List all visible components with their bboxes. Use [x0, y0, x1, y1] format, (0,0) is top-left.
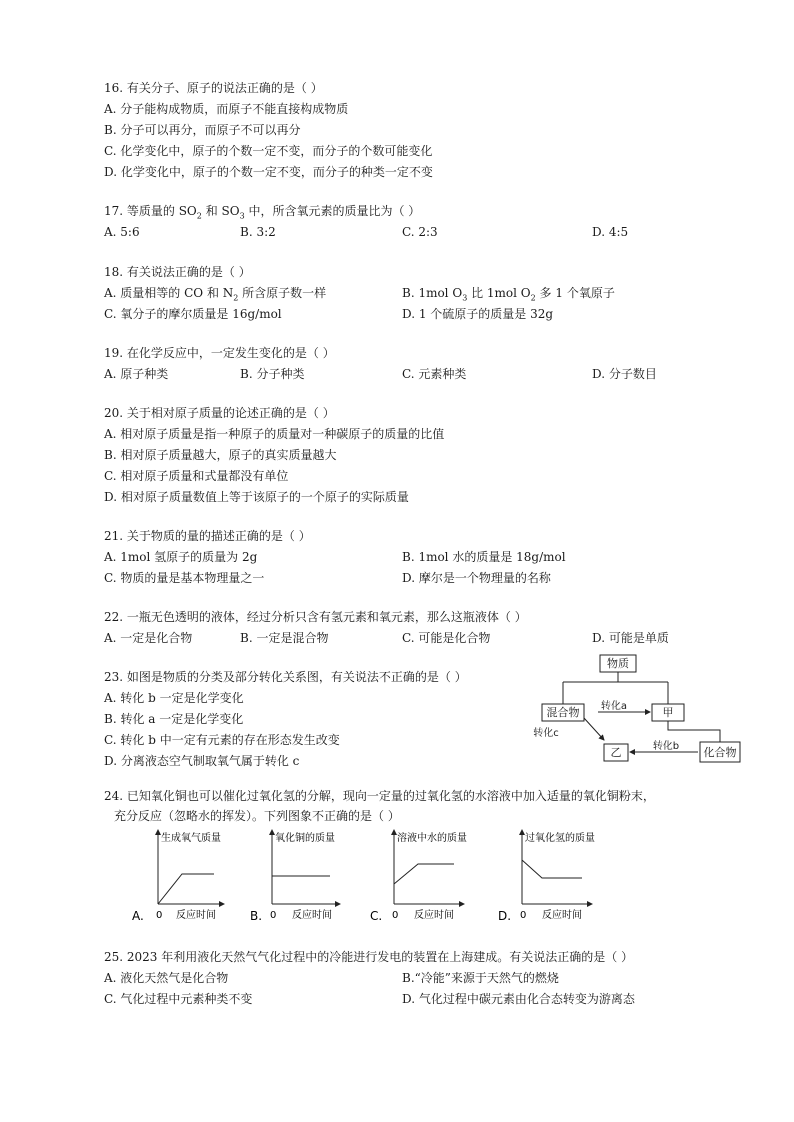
q19-option-b: B. 分子种类 — [240, 367, 305, 381]
q23-option-c: C. 转化 b 中一定有元素的存在形态发生改变 — [104, 733, 340, 747]
q18-option-b: B. 1mol $O_3$ 比 1mol $O_2$ 多 1 个氧原子 — [402, 286, 615, 303]
q18-option-c: C. 氧分子的摩尔质量是 16g/mol — [104, 307, 282, 321]
q16-option-a: A. 分子能构成物质，而原子不能直接构成物质 — [104, 102, 349, 116]
label-conv-b: 转化b — [652, 741, 680, 752]
graph-a-ylabel: 生成氧气质量 — [161, 833, 221, 844]
q19-stem: 19. 在化学反应中，一定发生变化的是（ ） — [104, 346, 335, 360]
q17-option-c: C. 2:3 — [402, 225, 438, 239]
q20-option-c: C. 相对原子质量和式量都没有单位 — [104, 469, 289, 483]
q25-option-d: D. 气化过程中碳元素由化合态转变为游离态 — [402, 992, 635, 1006]
q18-option-d: D. 1 个硫原子的质量是 32g — [402, 307, 554, 321]
arrow-conv-c — [584, 718, 604, 740]
q18-stem: 18. 有关说法正确的是（ ） — [104, 265, 251, 279]
label-conv-a: 转化a — [600, 701, 628, 712]
graph-c-origin: 0 — [392, 910, 399, 921]
q23-option-a: A. 转化 b 一定是化学变化 — [104, 691, 244, 705]
graph-c-ylabel: 溶液中水的质量 — [397, 833, 467, 844]
q16-stem: 16. 有关分子、原子的说法正确的是（ ） — [104, 81, 323, 95]
q19-option-c: C. 元素种类 — [402, 367, 467, 381]
label-mixture: 混合物 — [546, 706, 580, 719]
q25-option-c: C. 气化过程中元素种类不变 — [104, 992, 253, 1006]
graph-d-ylabel: 过氧化氢的质量 — [525, 833, 595, 844]
q22-option-d: D. 可能是单质 — [592, 631, 669, 645]
q23-option-b: B. 转化 a 一定是化学变化 — [104, 712, 244, 726]
graph-b-xlabel: 反应时间 — [292, 910, 332, 921]
q17-option-d: D. 4:5 — [592, 225, 629, 239]
q19-option-d: D. 分子数目 — [592, 367, 657, 381]
tree-lines — [563, 672, 720, 742]
q18-option-a: A. 质量相等的 CO 和 $N_2$ 所含原子数一样 — [104, 286, 327, 303]
q20-option-b: B. 相对原子质量越大，原子的真实质量越大 — [104, 448, 337, 462]
q16-option-c: C. 化学变化中，原子的个数一定不变，而分子的个数可能变化 — [104, 144, 433, 158]
graph-a-curve — [158, 874, 214, 904]
q17-option-a: A. 5:6 — [104, 225, 140, 239]
q21-option-d: D. 摩尔是一个物理量的名称 — [402, 571, 551, 585]
graph-c-curve — [394, 864, 454, 884]
graph-d-origin: 0 — [520, 910, 527, 921]
q25-option-b: B.“冷能”来源于天然气的燃烧 — [402, 971, 559, 985]
q22-option-b: B. 一定是混合物 — [240, 631, 329, 645]
graph-b-ylabel: 氧化铜的质量 — [275, 833, 335, 844]
q24-graphs — [124, 826, 624, 922]
graph-a-origin: 0 — [156, 910, 163, 921]
q23-stem: 23. 如图是物质的分类及部分转化关系图，有关说法不正确的是（ ） — [104, 670, 467, 684]
graph-c-option: C. — [370, 909, 383, 922]
q21-stem: 21. 关于物质的量的描述正确的是（ ） — [104, 529, 311, 543]
graph-b-option: B. — [250, 909, 263, 922]
q21-option-c: C. 物质的量是基本物理量之一 — [104, 571, 265, 585]
label-conv-c: 转化c — [533, 728, 559, 739]
q17-stem: 17. 等质量的 $SO_2$ 和 $SO_3$ 中，所含氧元素的质量比为（ ） — [104, 204, 421, 221]
q24-stem-line2: 充分反应（忽略水的挥发）。下列图象不正确的是（ ） — [114, 809, 400, 823]
q20-option-d: D. 相对原子质量数值上等于该原子的一个原子的实际质量 — [104, 490, 409, 504]
label-compound: 化合物 — [703, 746, 737, 759]
q17-option-b: B. 3:2 — [240, 225, 276, 239]
graph-d-option: D. — [498, 909, 512, 922]
q25-option-a: A. 液化天然气是化合物 — [104, 971, 229, 985]
label-jia: 甲 — [662, 706, 674, 719]
q21-option-b: B. 1mol 水的质量是 18g/mol — [402, 550, 566, 564]
graph-d-xlabel: 反应时间 — [542, 910, 582, 921]
q24-stem-line1: 24. 已知氧化铜也可以催化过氧化氢的分解，现向一定量的过氧化氢的水溶液中加入适量的氧化铜粉末， — [104, 789, 655, 803]
q21-option-a: A. 1mol 氢原子的质量为 2g — [104, 550, 258, 564]
graph-a-xlabel: 反应时间 — [176, 910, 216, 921]
graph-b-origin: 0 — [270, 910, 277, 921]
q25-stem: 25. 2023 年利用液化天然气气化过程中的冷能进行发电的装置在上海建成。有关说法正确的是（ ） — [104, 950, 634, 964]
q22-option-c: C. 可能是化合物 — [402, 631, 491, 645]
q20-stem: 20. 关于相对原子质量的论述正确的是（ ） — [104, 406, 335, 420]
graph-a-option: A. — [132, 909, 144, 922]
label-yi: 乙 — [610, 746, 622, 759]
q16-option-d: D. 化学变化中，原子的个数一定不变，而分子的种类一定不变 — [104, 165, 433, 179]
graph-d-curve — [522, 860, 582, 878]
q22-stem: 22. 一瓶无色透明的液体，经过分析只含有氢元素和氧元素，那么这瓶液体（ ） — [104, 610, 527, 624]
q16-option-b: B. 分子可以再分，而原子不可以再分 — [104, 123, 301, 137]
label-substance: 物质 — [607, 657, 629, 670]
graph-c-xlabel: 反应时间 — [414, 910, 454, 921]
q20-option-a: A. 相对原子质量是指一种原子的质量对一种碳原子的质量的比值 — [104, 427, 445, 441]
q19-option-a: A. 原子种类 — [104, 367, 169, 381]
q23-option-d: D. 分离液态空气制取氧气属于转化 c — [104, 754, 300, 768]
q22-option-a: A. 一定是化合物 — [104, 631, 193, 645]
classification-diagram — [530, 652, 744, 770]
